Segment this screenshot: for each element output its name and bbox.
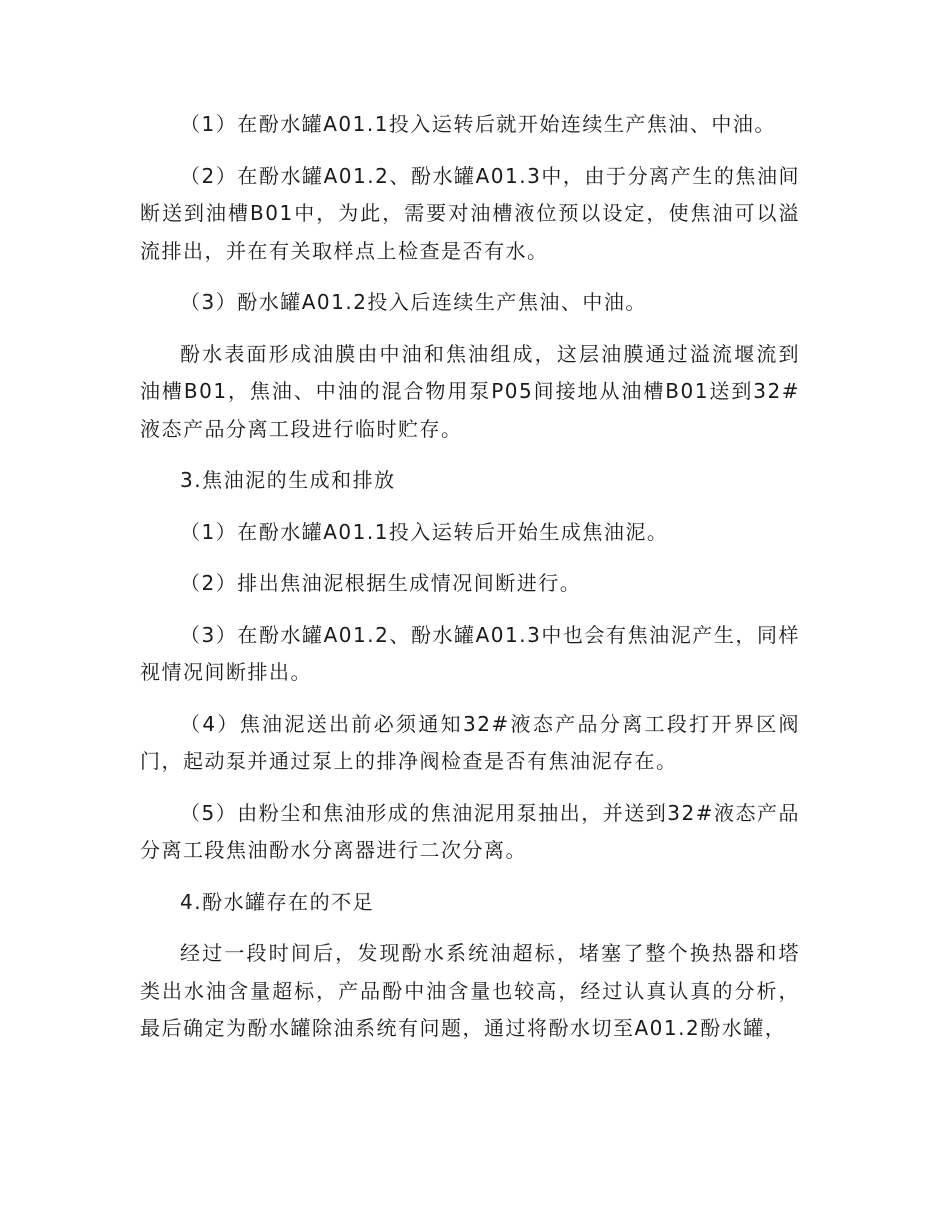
paragraph-6: （2）排出焦油泥根据生成情况间断进行。	[180, 571, 582, 595]
paragraph-5: （1）在酚水罐A01.1投入运转后开始生成焦油泥。	[180, 519, 669, 544]
paragraph-1: （1）在酚水罐A01.1投入运转后就开始连续生产焦油、中油。	[180, 112, 776, 136]
paragraph-3: （3）酚水罐A01.2投入后连续生产焦油、中油。	[180, 290, 647, 314]
section-heading-4: 4.酚水罐存在的不足	[180, 889, 375, 914]
section-heading-3: 3.焦油泥的生成和排放	[180, 468, 396, 492]
paragraph-9: （5）由粉尘和焦油形成的焦油泥用泵抽出，并送到32#液态产品分离工段焦油酚水分离器进行二次分离。	[140, 800, 800, 862]
paragraph-7: （3）在酚水罐A01.2、酚水罐A01.3中也会有焦油泥产生，同样视情况间断排出。	[140, 622, 800, 684]
paragraph-4: 酚水表面形成油膜由中油和焦油组成，这层油膜通过溢流堰流到油槽B01，焦油、中油的混合物用泵P05间接地从油槽B01送到32#液态产品分离工段进行临时贮存。	[140, 341, 800, 441]
document-page	[140, 106, 800, 1062]
paragraph-2: （2）在酚水罐A01.2、酚水罐A01.3中，由于分离产生的焦油间断送到油槽B01中，为此，需要对油槽液位预以设定，使焦油可以溢流排出，并在有关取样点上检查是否有水。	[140, 163, 800, 263]
paragraph-10: 经过一段时间后，发现酚水系统油超标，堵塞了整个换热器和塔类出水油含量超标，产品酚中油含量也较高，经过认真认真的分析，最后确定为酚水罐除油系统有问题，通过将酚水切至A01.2酚水罐，	[140, 941, 800, 1040]
paragraph-8: （4）焦油泥送出前必须通知32#液态产品分离工段打开界区阀门，起动泵并通过泵上的排净阀检查是否有焦油泥存在。	[140, 711, 800, 773]
